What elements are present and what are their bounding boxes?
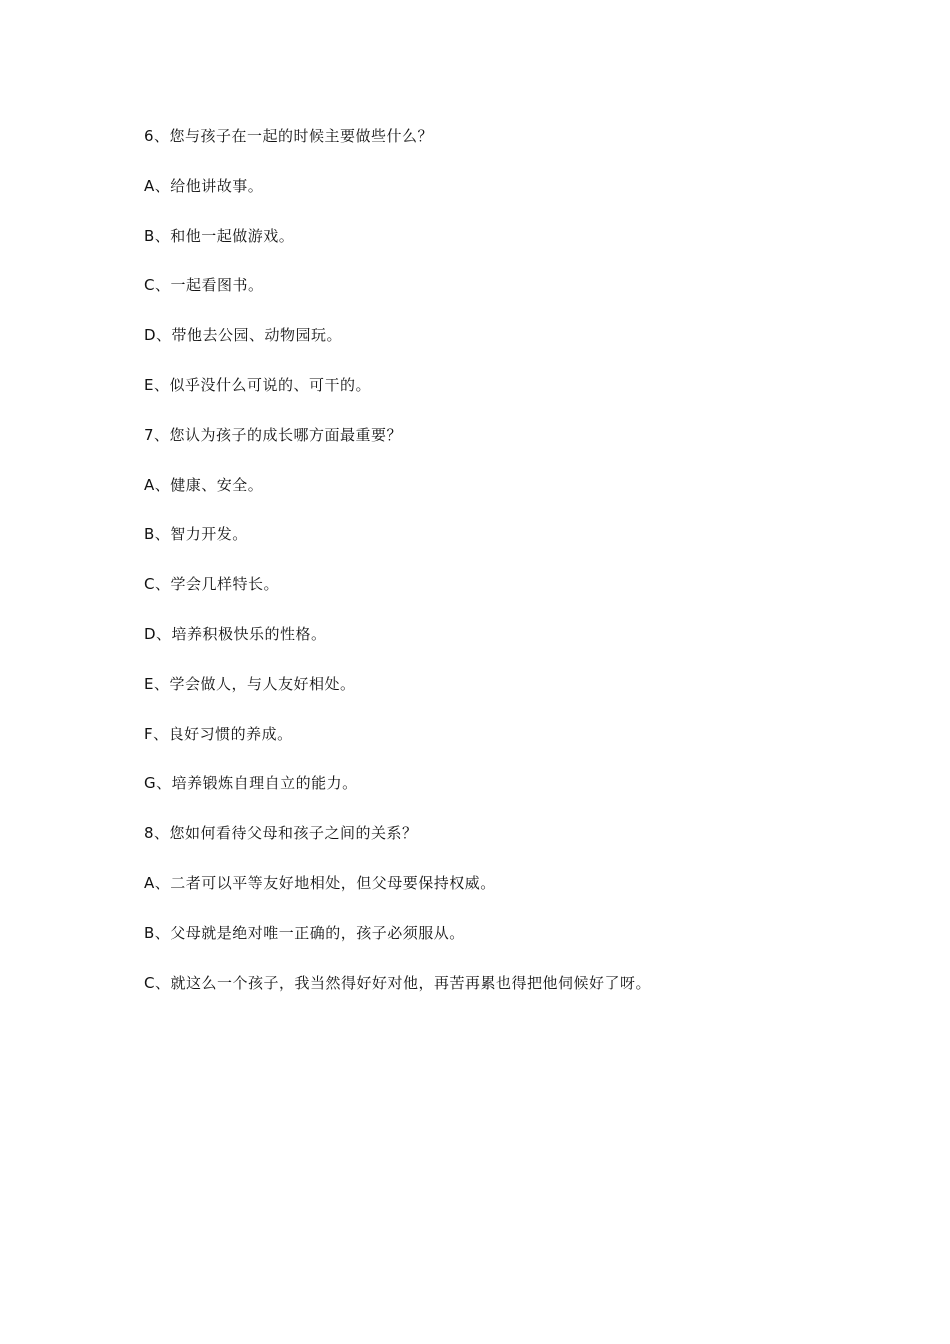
question-7-option-b: B、智力开发。: [144, 525, 248, 544]
question-7-option-e: E、学会做人，与人友好相处。: [144, 674, 356, 693]
question-8: 8、您如何看待父母和孩子之间的关系？: [144, 824, 418, 843]
question-8-option-a: A、二者可以平等友好地相处，但父母要保持权威。: [144, 873, 496, 892]
question-7-option-f: F、良好习惯的养成。: [144, 724, 293, 743]
question-7-option-a: A、健康、安全。: [144, 475, 264, 494]
questionnaire-body: [144, 124, 844, 1020]
question-6-option-e: E、似乎没什么可说的、可干的。: [144, 375, 371, 394]
question-7-option-c: C、学会几样特长。: [144, 575, 279, 594]
question-6-option-d: D、带他去公园、动物园玩。: [144, 326, 343, 345]
question-8-option-c: C、就这么一个孩子，我当然得好好对他，再苦再累也得把他伺候好了呀。: [144, 973, 651, 992]
question-7: 7、您认为孩子的成长哪方面最重要？: [144, 425, 403, 444]
question-8-option-b: B、父母就是绝对唯一正确的，孩子必须服从。: [144, 923, 465, 942]
question-6: 6、您与孩子在一起的时候主要做些什么？: [144, 127, 434, 145]
question-6-option-a: A、给他讲故事。: [144, 176, 264, 195]
question-7-option-g: G、培养锻炼自理自立的能力。: [144, 774, 358, 793]
question-6-option-b: B、和他一起做游戏。: [144, 226, 295, 245]
question-7-option-d: D、培养积极快乐的性格。: [144, 624, 327, 643]
question-6-option-c: C、一起看图书。: [144, 276, 264, 295]
